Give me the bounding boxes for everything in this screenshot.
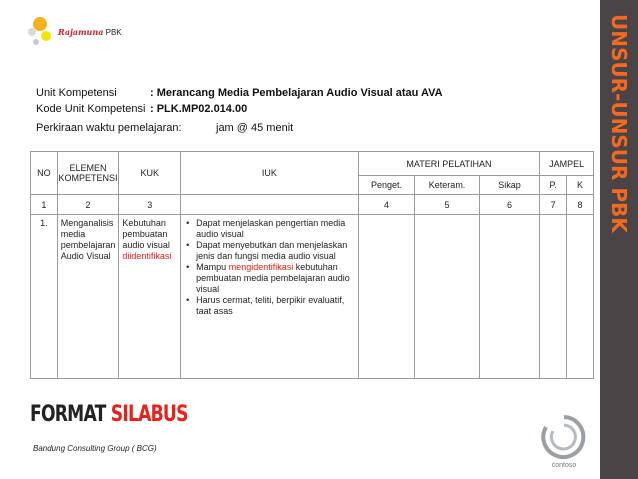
row-penget — [358, 215, 415, 379]
kode-value: : PLK.MP02.014.00 — [150, 103, 248, 115]
unit-value: : Merancang Media Pembelajaran Audio Visual atau AVA — [150, 87, 443, 99]
table-row — [31, 215, 594, 379]
row-kuk — [119, 215, 181, 379]
unit-kompetensi-line — [36, 87, 443, 99]
kuk-red-text: diidentifikasi — [122, 251, 172, 261]
header-jampel: JAMPEL — [540, 152, 594, 176]
iuk-item: • Dapat menyebutkan dan menjelaskan jenis dan fungsi media audio visual — [184, 240, 355, 262]
header-elemen: ELEMEN KOMPETENSI — [57, 152, 119, 195]
header-kuk: KUK — [119, 152, 181, 195]
side-banner-part1: UNSUR-UNSUR — [607, 14, 631, 181]
column-number: 4 — [358, 195, 415, 215]
row-p — [540, 215, 567, 379]
table-header-row — [31, 152, 594, 176]
column-number: 3 — [119, 195, 181, 215]
brand-suffix: PBK — [105, 28, 122, 37]
waktu-label: Perkiraan waktu pemelajaran: — [36, 122, 182, 134]
iuk-pre: Mampu — [196, 262, 229, 272]
iuk-list — [184, 218, 355, 317]
iuk-item: • Harus cermat, teliti, berpikir evaluatif, taat asas — [184, 295, 355, 317]
unit-label: Unit Kompetensi — [36, 87, 117, 99]
column-number: 6 — [479, 195, 539, 215]
kuk-text: Kebutuhan pembuatan audio visual — [122, 218, 170, 250]
waktu-value: jam @ 45 menit — [216, 122, 294, 134]
iuk-item: • Dapat menjelaskan pengertian media audio visual — [184, 218, 355, 240]
side-banner-title — [604, 14, 634, 233]
column-number: 1 — [31, 195, 58, 215]
kode-label: Kode Unit Kompetensi — [36, 103, 146, 115]
iuk-item — [184, 262, 355, 295]
row-iuk — [181, 215, 359, 379]
header-p: P. — [540, 176, 567, 195]
brand-name: Rajamuna — [58, 27, 104, 37]
row-sikap — [479, 215, 539, 379]
header-keteram: Keteram. — [415, 176, 480, 195]
kode-unit-line — [36, 103, 247, 115]
column-number: 2 — [57, 195, 119, 215]
format-part1: FORMAT — [30, 402, 111, 427]
header-no: NO — [31, 152, 58, 195]
iuk-post: kebutuhan pembuatan media pembelajaran audio visual — [196, 262, 350, 294]
column-number-row — [31, 195, 594, 215]
format-part2: SILABUS — [110, 402, 188, 427]
contoso-logo-text: contoso — [551, 462, 577, 469]
brand-logo-text — [58, 27, 122, 37]
column-number: 5 — [415, 195, 480, 215]
credit-text: Bandung Consulting Group ( BCG) — [33, 444, 157, 453]
iuk-red: mengidentifikasi — [228, 262, 294, 272]
side-banner-part2: PBK — [607, 187, 631, 233]
contoso-logo-icon — [538, 413, 590, 471]
silabus-table — [30, 151, 594, 379]
waktu-line — [36, 122, 294, 134]
header-materi: MATERI PELATIHAN — [358, 152, 540, 176]
header-penget: Penget. — [358, 176, 415, 195]
header-k: K — [567, 176, 594, 195]
format-silabus-title — [30, 402, 188, 427]
row-elemen: Menganalisis media pembelajaran Audio Visual — [57, 215, 119, 379]
row-no: 1. — [31, 215, 58, 379]
column-number-empty — [181, 195, 359, 215]
header-iuk: IUK — [181, 152, 359, 195]
row-k — [567, 215, 594, 379]
row-keteram — [415, 215, 480, 379]
header-sikap: Sikap — [479, 176, 539, 195]
column-number: 8 — [567, 195, 594, 215]
column-number: 7 — [540, 195, 567, 215]
